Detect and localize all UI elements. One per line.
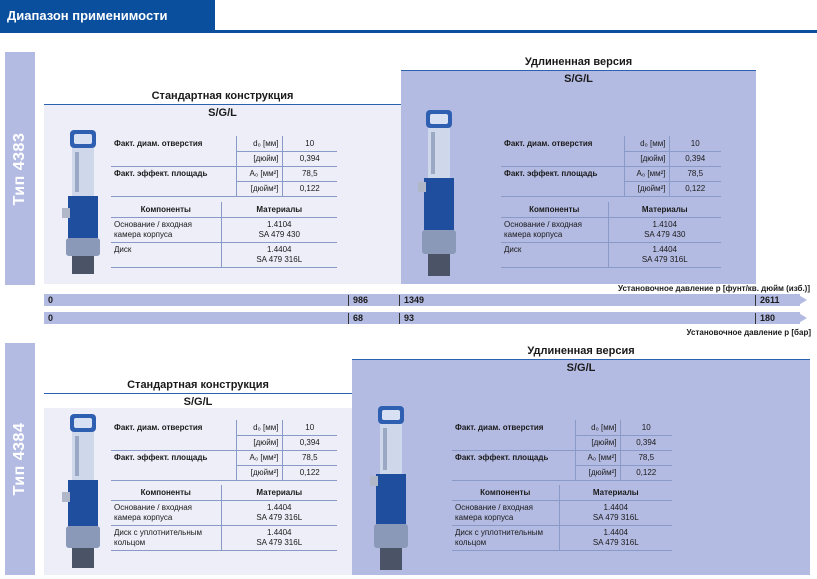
extended-title-line [401, 70, 756, 71]
bar-tick-0: 0 [48, 313, 54, 323]
type-label-4384: Тип 4384 [5, 343, 35, 575]
specs-table-extended: Факт. диам. отверстия d₀ [мм] 10 [дюйм] 0,394 Факт. эффект. площадь A₀ [мм²] 78,5 [дюйм²] 0,122 [452, 420, 672, 481]
materials-table-extended: Компоненты Материалы Основание / входная камера корпуса 1.4104 SA 479 430 Диск 1.4404 SA 479 316L [501, 202, 721, 268]
psig-tick-mark [399, 295, 400, 306]
standard-title-line [44, 393, 352, 394]
valve-extended-image [414, 108, 464, 280]
standard-subtitle: S/G/L [183, 396, 213, 408]
valve-standard-image [58, 128, 108, 278]
specs-table: Факт. диам. отверстия d₀ [мм] 10 [дюйм] 0,394 Факт. эффект. площадь A₀ [мм²] 78,5 [дюйм²] 0,122 [111, 420, 337, 481]
bar-scale-bar [44, 312, 800, 324]
extended-subtitle: S/G/L [566, 362, 596, 374]
psig-tick-mark [348, 295, 349, 306]
bar-tick-180: 180 [760, 313, 776, 323]
psig-scale-arrow [797, 294, 807, 306]
bar-scale-arrow [797, 312, 807, 324]
materials-table: Компоненты Материалы Основание / входная камера корпуса 1.4104 SA 479 430 Диск 1.4404 SA 479 316L [111, 202, 337, 268]
specs-table: Факт. диам. отверстия d₀ [мм] 10 [дюйм] 0,394 Факт. эффект. площадь A₀ [мм²] 78,5 [дюйм²] 0,122 [111, 136, 337, 197]
standard-subtitle: S/G/L [208, 107, 237, 119]
bar-tick-mark [348, 313, 349, 324]
valve-standard-image [58, 412, 108, 572]
bar-tick-93: 93 [404, 313, 415, 323]
materials-table-extended: Компоненты Материалы Основание / входная камера корпуса 1.4404 SA 479 316L Диск с уплотнительным кольцом 1.4404 SA 479 316L [452, 485, 672, 551]
bar-tick-mark [399, 313, 400, 324]
type-label-4383: Тип 4383 [5, 52, 35, 285]
psig-tick-mark [755, 295, 756, 306]
extended-title: Удлиненная версия [527, 345, 635, 357]
psig-tick-986: 986 [353, 295, 369, 305]
bar-tick-mark [755, 313, 756, 324]
psig-scale-caption: Установочное давление p [фунт/кв. дюйм (изб.)] [617, 284, 810, 293]
standard-title: Стандартная конструкция [151, 90, 294, 102]
header-divider [0, 30, 817, 33]
extended-title: Удлиненная версия [524, 56, 633, 68]
extended-subtitle: S/G/L [564, 73, 593, 85]
psig-tick-2611: 2611 [760, 295, 780, 305]
specs-table-extended: Факт. диам. отверстия d₀ [мм] 10 [дюйм] 0,394 Факт. эффект. площадь A₀ [мм²] 78,5 [дюйм²] 0,122 [501, 136, 721, 197]
bar-scale-caption: Установочное давление p [бар] [686, 328, 811, 337]
valve-extended-image [366, 404, 416, 574]
page-title: Диапазон применимости [0, 0, 215, 31]
materials-table: Компоненты Материалы Основание / входная камера корпуса 1.4404 SA 479 316L Диск с уплотнительным кольцом 1.4404 SA 479 316L [111, 485, 337, 551]
bar-tick-68: 68 [353, 313, 364, 323]
standard-title-line [44, 104, 401, 105]
psig-tick-0: 0 [48, 295, 54, 305]
psig-tick-1349: 1349 [404, 295, 425, 305]
extended-title-line [352, 359, 810, 360]
standard-title: Стандартная конструкция [127, 379, 269, 391]
